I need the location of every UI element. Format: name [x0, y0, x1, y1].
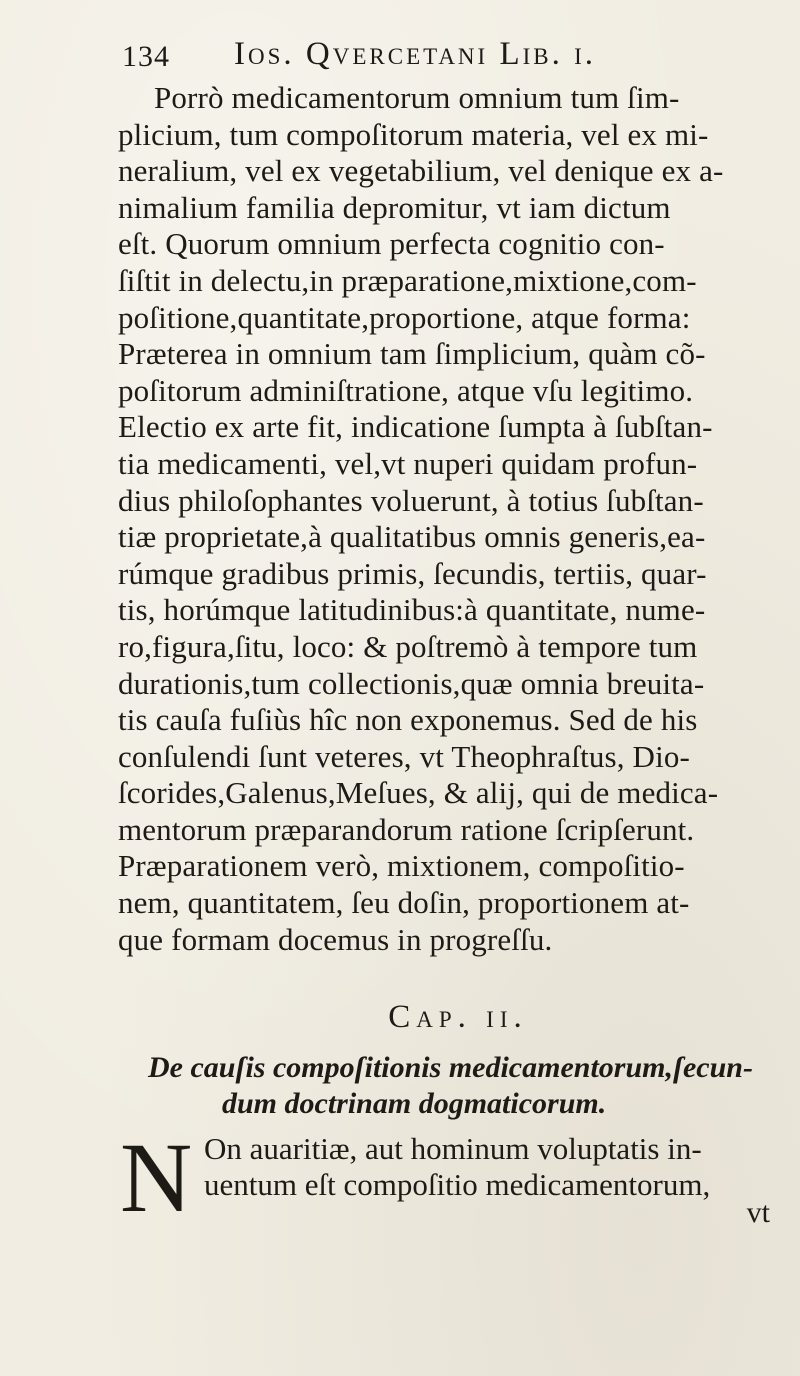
text-line: eſt. Quorum omnium perfecta cognitio con-	[118, 226, 665, 262]
chapter-heading: Cap. ii.	[388, 999, 528, 1035]
text-line: ſcorides,Galenus,Meſues, & alij, qui de medica-	[118, 775, 719, 811]
text-line: Præterea in omnium tam ſimplicium, quàm cõ-	[118, 336, 706, 372]
text-line: tiæ proprietate,à qualitatibus omnis generis,ea-	[118, 519, 706, 555]
subtitle-line: dum doctrinam dogmaticorum.	[222, 1087, 607, 1120]
text-line: tis cauſa fuſiùs hîc non exponemus. Sed de his	[118, 702, 698, 738]
text-line: nem, quantitatem, ſeu doſin, proportionem at-	[118, 885, 690, 921]
text-line: Præparationem verò, mixtionem, compoſitio-	[118, 848, 685, 884]
chapter-paragraph	[204, 1131, 798, 1203]
running-head: Ios. Qvercetani Lib. i.	[234, 36, 597, 72]
page-number: 134	[122, 40, 170, 73]
text-line: conſulendi ſunt veteres, vt Theophraſtus, Dio-	[118, 738, 690, 774]
text-line: plicium, tum compoſitorum materia, vel ex mi-	[118, 116, 709, 152]
main-paragraph	[118, 80, 798, 958]
text-line: On auaritiæ, aut hominum voluptatis in-	[204, 1131, 702, 1166]
page-header	[122, 36, 762, 82]
text-line: durationis,tum collectionis,quæ omnia breuita-	[118, 665, 705, 701]
text-line: que formam docemus in progreſſu.	[118, 921, 553, 957]
text-line: neralium, vel ex vegetabilium, vel denique ex a-	[118, 153, 724, 189]
chapter-subtitle	[148, 1050, 788, 1122]
text-line: poſitorum adminiſtratione, atque vſu legitimo.	[118, 372, 694, 408]
text-line: rúmque gradibus primis, ſecundis, tertiis, quar-	[118, 555, 707, 591]
drop-cap-initial: N	[120, 1122, 193, 1233]
catchword: vt	[746, 1196, 770, 1229]
text-line: nimalium familia depromitur, vt iam dictum	[118, 189, 671, 225]
text-line: tis, horúmque latitudinibus:à quantitate, nume-	[118, 592, 706, 628]
text-line: Electio ex arte fit, indicatione ſumpta à ſubſtan-	[118, 409, 713, 445]
text-line: tia medicamenti, vel,vt nuperi quidam profun-	[118, 445, 698, 481]
text-line: ſiſtit in delectu,in præparatione,mixtione,com-	[118, 262, 697, 298]
text-line: ro,figura,ſitu, loco: & poſtremò à tempore tum	[118, 628, 698, 664]
text-line: dius philoſophantes voluerunt, à totius ſubſtan-	[118, 482, 704, 518]
text-line: Porrò medicamentorum omnium tum ſim-	[154, 80, 680, 115]
text-line: poſitione,quantitate,proportione, atque forma:	[118, 299, 691, 335]
subtitle-line: De cauſis compoſitionis medicamentorum,ſecun-	[148, 1051, 753, 1084]
text-line: uentum eſt compoſitio medicamentorum,	[204, 1167, 711, 1202]
text-line: mentorum præparandorum ratione ſcripſerunt.	[118, 811, 695, 847]
